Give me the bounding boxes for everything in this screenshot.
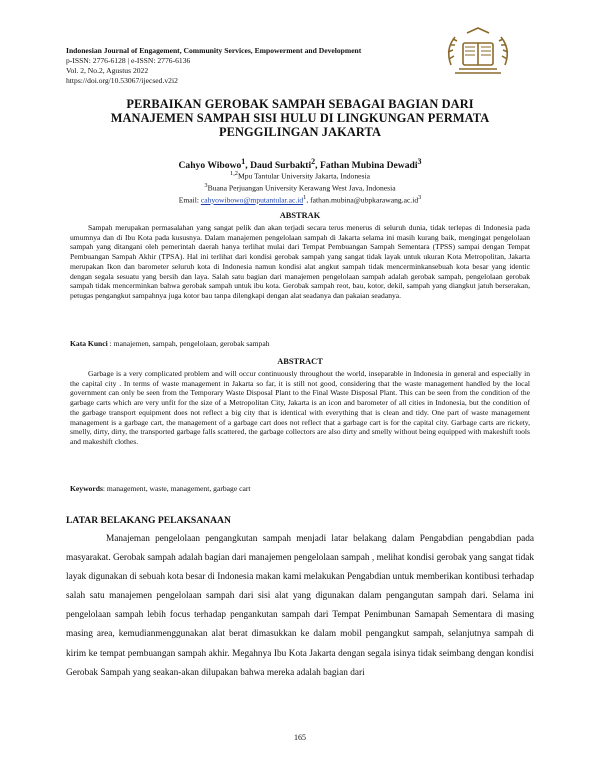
- journal-volume: Vol. 2, No.2, Agustus 2022: [66, 66, 149, 75]
- paper-title: [66, 97, 534, 139]
- email-line: [66, 193, 534, 205]
- author-3: Fathan Mubina Dewadi: [319, 160, 418, 172]
- abstrak-text: Sampah merupakan permasalahan yang sangat pelik dan akan terjadi secara terus menerus di seluruh dunia, tidak terlepas di Indonesia pada umumnya dan di Ibu Kota pada kususnya. Dalam manajemen pengelolaan sampah di Jakarta selama ini masih kurang baik, mengingat pengelolaan sampah yang ditangani oleh pemerintah daerah hanya terlihat mulai dari Tempat Pembuangan Sampah Sementara (TPSS) sampai dengan Tempat Pembuangan Sampah Akhir (TPSA). Hal ini terlihat dari kondisi gerobak sampah yang sangat tidak layak untuk ukuran Kota Metropolitan, Jakarta merupakan Ikon dan barometer seluruh kota di Indonesia namun kondisi alat angkut sampah tidak mencerminkansebuah kota besar yang identic dengan segala sesuatu yang bersih dan laya. Salah satu bagian dari manajemen pengelolaan sampah adalah gerobak sampah, pengelolaan gerobak sampah tidak mencerminkan bahwa gerobak sampah untuk ibu kota. Gerobak sampah reot, bau, kotor, dekil, sampah yang diangkut jatuh berserakan, petugas pengangkut sampahnya juga kotor bau tanpa dilengkapi dengan alat seadanya dan pakaian seadanya.: [70, 223, 530, 300]
- abstract-body: [70, 369, 530, 447]
- section-text: Manajeman pengelolaan pengangkutan sampah menjadi latar belakang dalam Pengabdian pengabdian pada masyarakat. Gerobak sampah adalah bagian dari manajemen pengelolaan sampah , melihat kondisi gerobak yang sangat tidak layak digunakan di sebuah kota besar di Indonesia makan kami melakukan Pengabdian untuk memberikan kontibusi terhadap salah satu manajemen pengelolaan sampah dari sisi alat yang digunakan dalam pengangutan sampah dari. Selama ini pengelolaan sampah lebih focus terhadap pengankutan sampah dari Tempat Penimbunan Samapah Sementara di masing masing area, kemudianmenggunakan alat berat dimasukkan ke dalam mobil pengangkut sampah, selanjutnya sampah di kirim ke tempat pembuangan sampah akhir. Megahnya Ibu Kota Jakarta dengan segala isinya tidak seimbang dengan kondisi Gerobak Sampah yang seakan-akan dilupakan bahwa mereka adalah bagian dari: [66, 534, 534, 678]
- keywords-label: Keywords: [70, 484, 103, 493]
- affiliation-1-text: Mpu Tantular University Jakarta, Indonesia: [237, 171, 370, 181]
- keywords-text: : management, waste, management, garbage cart: [102, 484, 251, 493]
- affiliation-2: [66, 181, 534, 193]
- kata-kunci: [70, 339, 530, 349]
- email-1-sup: 1: [303, 194, 307, 202]
- author-3-sup: 3: [417, 157, 422, 166]
- keywords: [70, 484, 530, 494]
- affiliations: [66, 169, 534, 205]
- email-2-sup: 3: [418, 194, 422, 202]
- journal-logo-icon: [441, 25, 515, 93]
- section-body: [66, 530, 534, 683]
- journal-doi[interactable]: https://doi.org/10.53067/ijecsed.v2i2: [66, 76, 178, 85]
- abstract-heading: ABSTRACT: [277, 357, 323, 366]
- affiliation-2-sup: 3: [204, 182, 208, 190]
- title-line-1: PERBAIKAN GEROBAK SAMPAH SEBAGAI BAGIAN DARI: [126, 97, 474, 111]
- section-heading: LATAR BELAKANG PELAKSANAAN: [66, 515, 231, 526]
- author-2: Daud Surbakti: [250, 160, 312, 172]
- journal-name: Indonesian Journal of Engagement, Community Services, Empowerment and Development: [66, 46, 362, 55]
- abstrak-body: [70, 223, 530, 301]
- author-sep: ,: [315, 160, 320, 172]
- author-1-sup: 1: [241, 157, 246, 166]
- affiliation-1-sup: 1,2: [230, 170, 238, 177]
- author-1: Cahyo Wibowo: [178, 160, 242, 172]
- email-2: , fathan.mubina@ubpkarawang.ac.id: [306, 195, 419, 205]
- email-link-1[interactable]: cahyowibowo@mputantular.ac.id: [200, 195, 304, 205]
- author-sep: ,: [245, 160, 251, 172]
- author-2-sup: 2: [311, 157, 316, 166]
- page-number: 165: [294, 733, 306, 742]
- kata-kunci-text: : manajemen, sampah, pengelolaan, gerobak sampah: [107, 339, 270, 348]
- email-label: Email:: [178, 195, 201, 205]
- kata-kunci-label: Kata Kunci: [70, 339, 108, 348]
- journal-issn: p-ISSN: 2776-6128 | e-ISSN: 2776-6136: [66, 56, 191, 65]
- abstrak-heading: ABSTRAK: [279, 211, 321, 220]
- title-line-2: MANAJEMEN SAMPAH SISI HULU DI LINGKUNGAN PERMATA: [110, 111, 490, 125]
- abstract-text: Garbage is a very complicated problem and will occur continuously throughout the world, inseparable in Indonesia in general and especially in the capital city . In terms of waste management in Jakarta so far, it is still not good, considering that the waste management handled by the local government can only be seen from the Temporary Waste Disposal Plant to the Final Waste Disposal Plant. This can be seen from the condition of the garbage carts which are very unfit for the size of a Metropolitan City, Jakarta is an icon and barometer of all cities in Indonesia, but the condition of the garbage transport equipment does not reflect a big city that is identical with everything that is clean and tidy. One part of waste management management is a garbage cart, the management of a garbage cart does not reflect that a garbage cart is for the capital city. Garbage carts are rickety, smelly, dirty, dirty, the transported garbage falls scattered, the garbage collectors are also dirty and smelly without being equipped with makeshift tools and makeshift clothes.: [70, 369, 530, 446]
- journal-header: [66, 46, 466, 86]
- title-line-3: PENGGILINGAN JAKARTA: [218, 125, 382, 139]
- affiliation-1: [66, 169, 534, 181]
- affiliation-2-text: Buana Perjuangan University Kerawang West Java, Indonesia: [207, 183, 396, 193]
